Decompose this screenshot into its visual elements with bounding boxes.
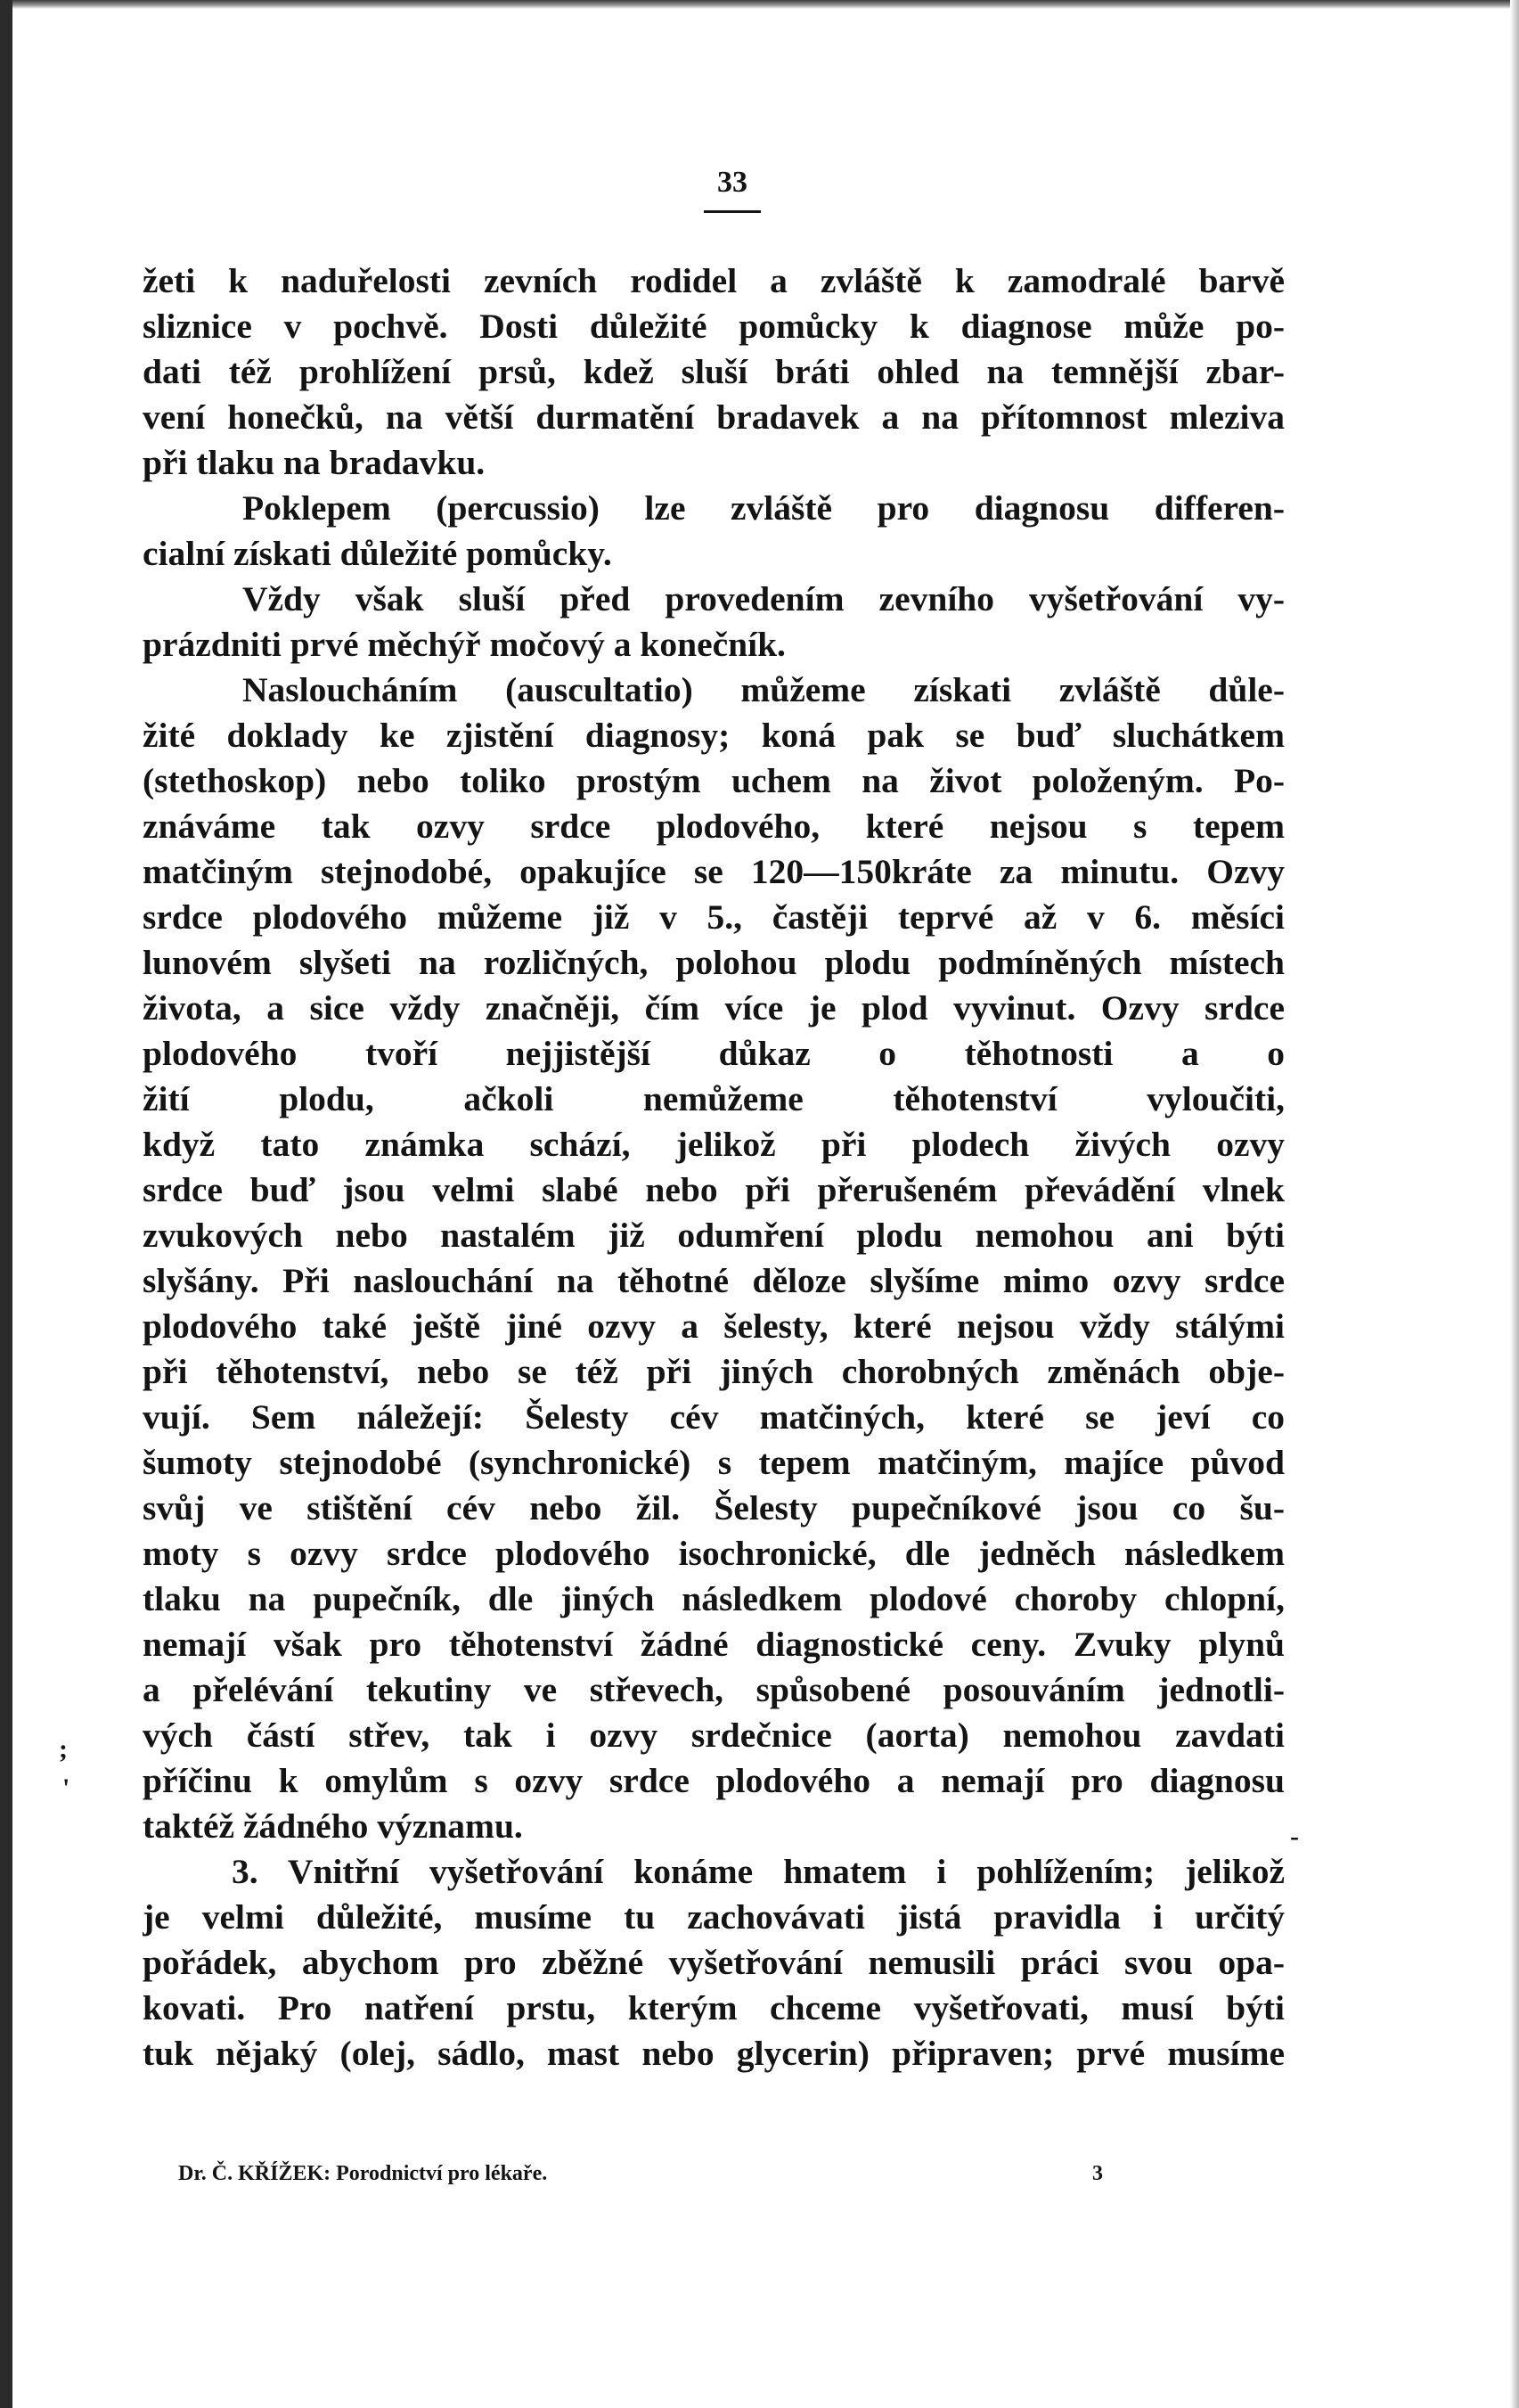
margin-mark: - [1290, 1822, 1299, 1851]
footer-signature-mark: 3 [1092, 2162, 1103, 2185]
text-line: dati též prohlížení prsů, kdež sluší bráti ohled na temnější zbar- [143, 352, 1285, 391]
text-line: srdce plodového můžeme již v 5., častěji teprvé až v 6. měsíci [143, 897, 1285, 937]
text-line: žité doklady ke zjistění diagnosy; koná pak se buď sluchátkem [143, 716, 1285, 755]
paragraph-start-line: 3. Vnitřní vyšetřování konáme hmatem i pohlížením; jelikož [232, 1852, 1285, 1891]
text-line: šumoty stejnodobé (synchronické) s tepem matčiným, majíce původ [143, 1443, 1285, 1482]
page-number: 33 [717, 166, 747, 199]
text-line: tuk nějaký (olej, sádlo, mast nebo glycerin) připraven; prvé musíme [143, 2034, 1285, 2073]
text-line: matčiným stejnodobé, opakujíce se 120—150kráte za minutu. Ozvy [143, 852, 1285, 891]
paragraph-start-line: Nasloucháním (auscultatio) můžeme získati zvláště důle- [242, 670, 1285, 709]
page-number-rule [704, 210, 761, 213]
text-line: slyšány. Při naslouchání na těhotné děloze slyšíme mimo ozvy srdce [143, 1261, 1285, 1300]
scan-left-edge [0, 0, 12, 2408]
text-line: příčinu k omylům s ozvy srdce plodového a nemají pro diagnosu [143, 1761, 1285, 1800]
text-line: tlaku na pupečník, dle jiných následkem plodové choroby chlopní, [143, 1579, 1285, 1618]
scan-right-edge [1510, 0, 1519, 2408]
text-line: vých částí střev, tak i ozvy srdečnice (aorta) nemohou zavdati [143, 1716, 1285, 1755]
text-line: plodového tvoří nejjistější důkaz o těhotnosti a o [143, 1034, 1285, 1073]
text-line: při těhotenství, nebo se též při jiných chorobných změnách obje- [143, 1352, 1285, 1391]
text-line: srdce buď jsou velmi slabé nebo při přerušeném převádění vlnek [143, 1170, 1285, 1209]
text-line: plodového také ještě jiné ozvy a šelesty, které nejsou vždy stálými [143, 1306, 1285, 1346]
text-line: prázdniti prvé měchýř močový a konečník. [143, 625, 786, 664]
text-line: svůj ve stištění cév nebo žil. Šelesty pupečníkové jsou co šu- [143, 1488, 1285, 1528]
text-line: sliznice v pochvě. Dosti důležité pomůcky k diagnose může po- [143, 307, 1285, 346]
text-line: je velmi důležité, musíme tu zachovávati jistá pravidla i určitý [143, 1897, 1285, 1937]
text-line: pořádek, abychom pro zběžné vyšetřování nemusili práci svou opa- [143, 1943, 1285, 1982]
text-line: moty s ozvy srdce plodového isochronické, dle jedněch následkem [143, 1534, 1285, 1573]
text-line: vení honečků, na větší durmatění bradavek a na přítomnost mleziva [143, 397, 1285, 437]
paragraph-start-line: Poklepem (percussio) lze zvláště pro diagnosu differen- [242, 488, 1285, 528]
text-line: znáváme tak ozvy srdce plodového, které nejsou s tepem [143, 807, 1285, 846]
text-line: žití plodu, ačkoli nemůžeme těhotenství vyloučiti, [143, 1079, 1285, 1118]
text-line: cialní získati důležité pomůcky. [143, 534, 612, 573]
paragraph-start-line: Vždy však sluší před provedením zevního vyšetřování vy- [242, 579, 1285, 618]
text-line: zvukových nebo nastalém již odumření plodu nemohou ani býti [143, 1216, 1285, 1255]
body-text [143, 258, 1285, 2076]
text-line: života, a sice vždy značněji, čím více je plod vyvinut. Ozvy srdce [143, 988, 1285, 1028]
text-line: a přelévání tekutiny ve střevech, spůsobené posouváním jednotli- [143, 1670, 1285, 1709]
text-line: vují. Sem náležejí: Šelesty cév matčiných, které se jeví co [143, 1397, 1285, 1437]
text-line: nemají však pro těhotenství žádné diagnostické ceny. Zvuky plynů [143, 1625, 1285, 1664]
text-line: žeti k naduřelosti zevních rodidel a zvláště k zamodralé barvě [143, 261, 1285, 300]
text-line: lunovém slyšeti na rozličných, polohou plodu podmíněných místech [143, 943, 1285, 982]
text-line: když tato známka schází, jelikož při plodech živých ozvy [143, 1125, 1285, 1164]
footer-author-line: Dr. Č. KŘÍŽEK: Porodnictví pro lékaře. [178, 2162, 548, 2185]
scan-top-edge [0, 0, 1519, 9]
text-line: (stethoskop) nebo toliko prostým uchem na život položeným. Po- [143, 761, 1285, 800]
text-line: kovati. Pro natření prstu, kterým chceme vyšetřovati, musí býti [143, 1988, 1285, 2027]
margin-mark: ' [62, 1773, 70, 1803]
text-line: taktéž žádného významu. [143, 1806, 523, 1846]
text-line: při tlaku na bradavku. [143, 443, 486, 482]
margin-mark: ; [59, 1734, 68, 1764]
